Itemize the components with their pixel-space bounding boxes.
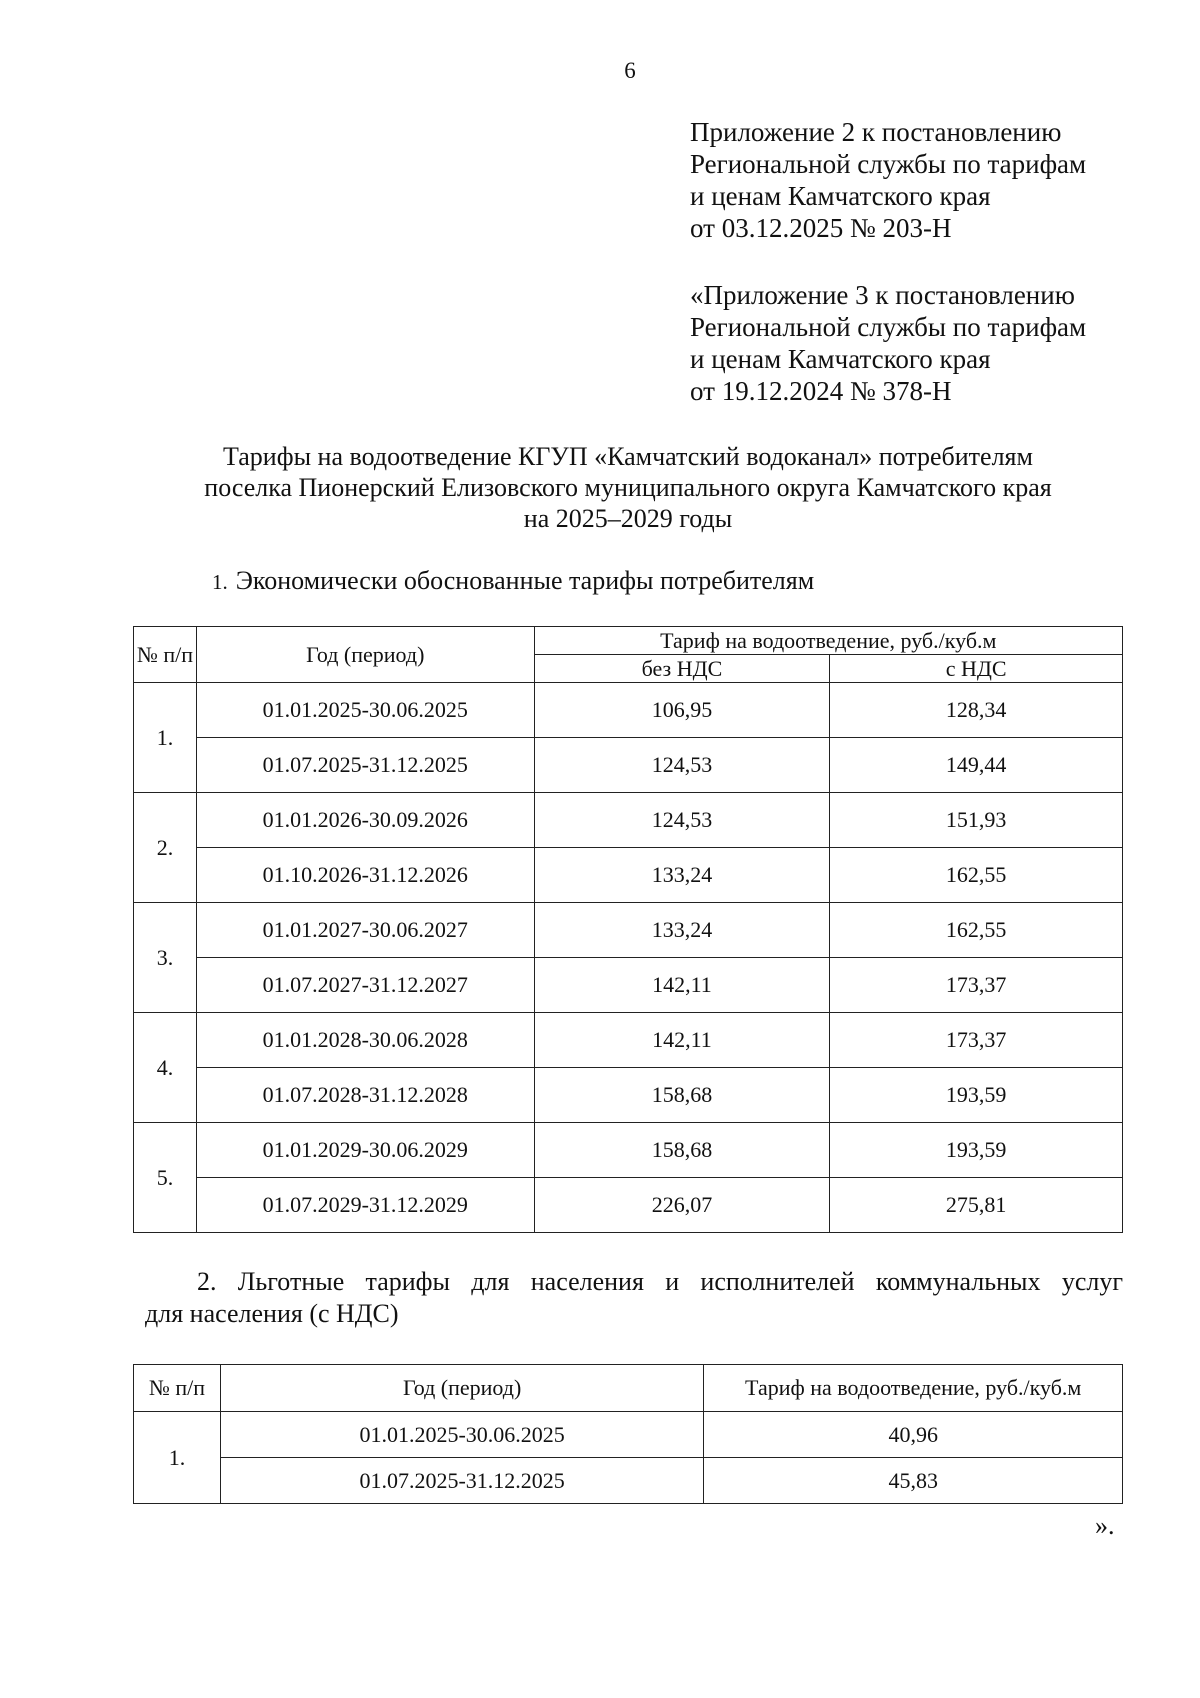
tariff-cell: 45,83 bbox=[704, 1458, 1123, 1504]
preferential-tariffs-table bbox=[133, 1364, 1123, 1504]
tariff-without-vat-cell: 124,53 bbox=[534, 793, 830, 848]
period-cell: 01.07.2025-31.12.2025 bbox=[196, 738, 534, 793]
row-number: 1. bbox=[134, 683, 197, 793]
row-number: 2. bbox=[134, 793, 197, 903]
header-without-vat: без НДС bbox=[534, 655, 830, 683]
table-row bbox=[134, 848, 1123, 903]
annex-line: от 03.12.2025 № 203-Н bbox=[690, 213, 952, 243]
header-tariff: Тариф на водоотведение, руб./куб.м bbox=[704, 1365, 1123, 1412]
table-row bbox=[134, 958, 1123, 1013]
period-cell: 01.01.2025-30.06.2025 bbox=[220, 1412, 703, 1458]
period-cell: 01.10.2026-31.12.2026 bbox=[196, 848, 534, 903]
title-line: на 2025–2029 годы bbox=[523, 504, 733, 533]
period-cell: 01.01.2027-30.06.2027 bbox=[196, 903, 534, 958]
annex-current-reference bbox=[690, 116, 1086, 244]
table-row bbox=[134, 1123, 1123, 1178]
tariff-without-vat-cell: 226,07 bbox=[534, 1178, 830, 1233]
header-period: Год (период) bbox=[220, 1365, 703, 1412]
table-row bbox=[134, 683, 1123, 738]
page-number: 6 bbox=[624, 58, 636, 83]
title-line: поселка Пионерский Елизовского муниципального округа Камчатского края bbox=[204, 473, 1052, 502]
tariff-without-vat-cell: 158,68 bbox=[534, 1068, 830, 1123]
table-row bbox=[134, 738, 1123, 793]
tariff-without-vat-cell: 158,68 bbox=[534, 1123, 830, 1178]
period-cell: 01.01.2025-30.06.2025 bbox=[196, 683, 534, 738]
header-num: № п/п bbox=[134, 627, 197, 683]
section-1-heading bbox=[212, 566, 814, 596]
period-cell: 01.01.2026-30.09.2026 bbox=[196, 793, 534, 848]
tariff-with-vat-cell: 128,34 bbox=[830, 683, 1123, 738]
section-1-number: 1. bbox=[212, 570, 228, 594]
header-with-vat: с НДС bbox=[830, 655, 1123, 683]
header-period: Год (период) bbox=[196, 627, 534, 683]
tariff-with-vat-cell: 151,93 bbox=[830, 793, 1123, 848]
row-number: 1. bbox=[134, 1412, 221, 1504]
table-row bbox=[134, 1013, 1123, 1068]
period-cell: 01.01.2028-30.06.2028 bbox=[196, 1013, 534, 1068]
period-cell: 01.07.2029-31.12.2029 bbox=[196, 1178, 534, 1233]
tariff-with-vat-cell: 275,81 bbox=[830, 1178, 1123, 1233]
annex-line: и ценам Камчатского края bbox=[690, 181, 991, 211]
tariff-with-vat-cell: 193,59 bbox=[830, 1068, 1123, 1123]
tariff-without-vat-cell: 124,53 bbox=[534, 738, 830, 793]
row-number: 3. bbox=[134, 903, 197, 1013]
table-row bbox=[134, 903, 1123, 958]
header-num: № п/п bbox=[134, 1365, 221, 1412]
annex-line: Приложение 2 к постановлению bbox=[690, 117, 1062, 147]
table-row bbox=[134, 1458, 1123, 1504]
table-row bbox=[134, 793, 1123, 848]
table-row bbox=[134, 1412, 1123, 1458]
section-2-heading-line: для населения (с НДС) bbox=[145, 1299, 399, 1328]
section-2-heading bbox=[145, 1266, 1123, 1330]
table-row bbox=[134, 1068, 1123, 1123]
tariff-without-vat-cell: 142,11 bbox=[534, 958, 830, 1013]
period-cell: 01.07.2025-31.12.2025 bbox=[220, 1458, 703, 1504]
tariff-with-vat-cell: 173,37 bbox=[830, 958, 1123, 1013]
tariff-with-vat-cell: 162,55 bbox=[830, 903, 1123, 958]
closing-quote-mark: ». bbox=[1095, 1511, 1115, 1540]
annex-line: от 19.12.2024 № 378-Н bbox=[690, 376, 952, 406]
annex-line: «Приложение 3 к постановлению bbox=[690, 280, 1075, 310]
tariff-with-vat-cell: 149,44 bbox=[830, 738, 1123, 793]
period-cell: 01.07.2028-31.12.2028 bbox=[196, 1068, 534, 1123]
tariff-with-vat-cell: 173,37 bbox=[830, 1013, 1123, 1068]
period-cell: 01.07.2027-31.12.2027 bbox=[196, 958, 534, 1013]
tariff-with-vat-cell: 193,59 bbox=[830, 1123, 1123, 1178]
row-number: 4. bbox=[134, 1013, 197, 1123]
annex-amended-reference bbox=[690, 279, 1086, 407]
economic-tariffs-table bbox=[133, 626, 1123, 1233]
annex-line: Региональной службы по тарифам bbox=[690, 312, 1087, 342]
tariff-with-vat-cell: 162,55 bbox=[830, 848, 1123, 903]
tariff-without-vat-cell: 142,11 bbox=[534, 1013, 830, 1068]
title-line: Тарифы на водоотведение КГУП «Камчатский водоканал» потребителям bbox=[223, 442, 1033, 471]
section-1-title: Экономически обоснованные тарифы потребителям bbox=[235, 566, 815, 595]
period-cell: 01.01.2029-30.06.2029 bbox=[196, 1123, 534, 1178]
tariff-cell: 40,96 bbox=[704, 1412, 1123, 1458]
tariff-without-vat-cell: 133,24 bbox=[534, 848, 830, 903]
table-row bbox=[134, 1178, 1123, 1233]
annex-line: Региональной службы по тарифам bbox=[690, 149, 1087, 179]
annex-line: и ценам Камчатского края bbox=[690, 344, 991, 374]
tariff-without-vat-cell: 106,95 bbox=[534, 683, 830, 738]
header-tariff: Тариф на водоотведение, руб./куб.м bbox=[534, 627, 1122, 655]
section-2-heading-line: 2. Льготные тарифы для населения и исполнителей коммунальных услуг bbox=[197, 1267, 1123, 1296]
row-number: 5. bbox=[134, 1123, 197, 1233]
tariff-without-vat-cell: 133,24 bbox=[534, 903, 830, 958]
document-title bbox=[133, 441, 1123, 534]
